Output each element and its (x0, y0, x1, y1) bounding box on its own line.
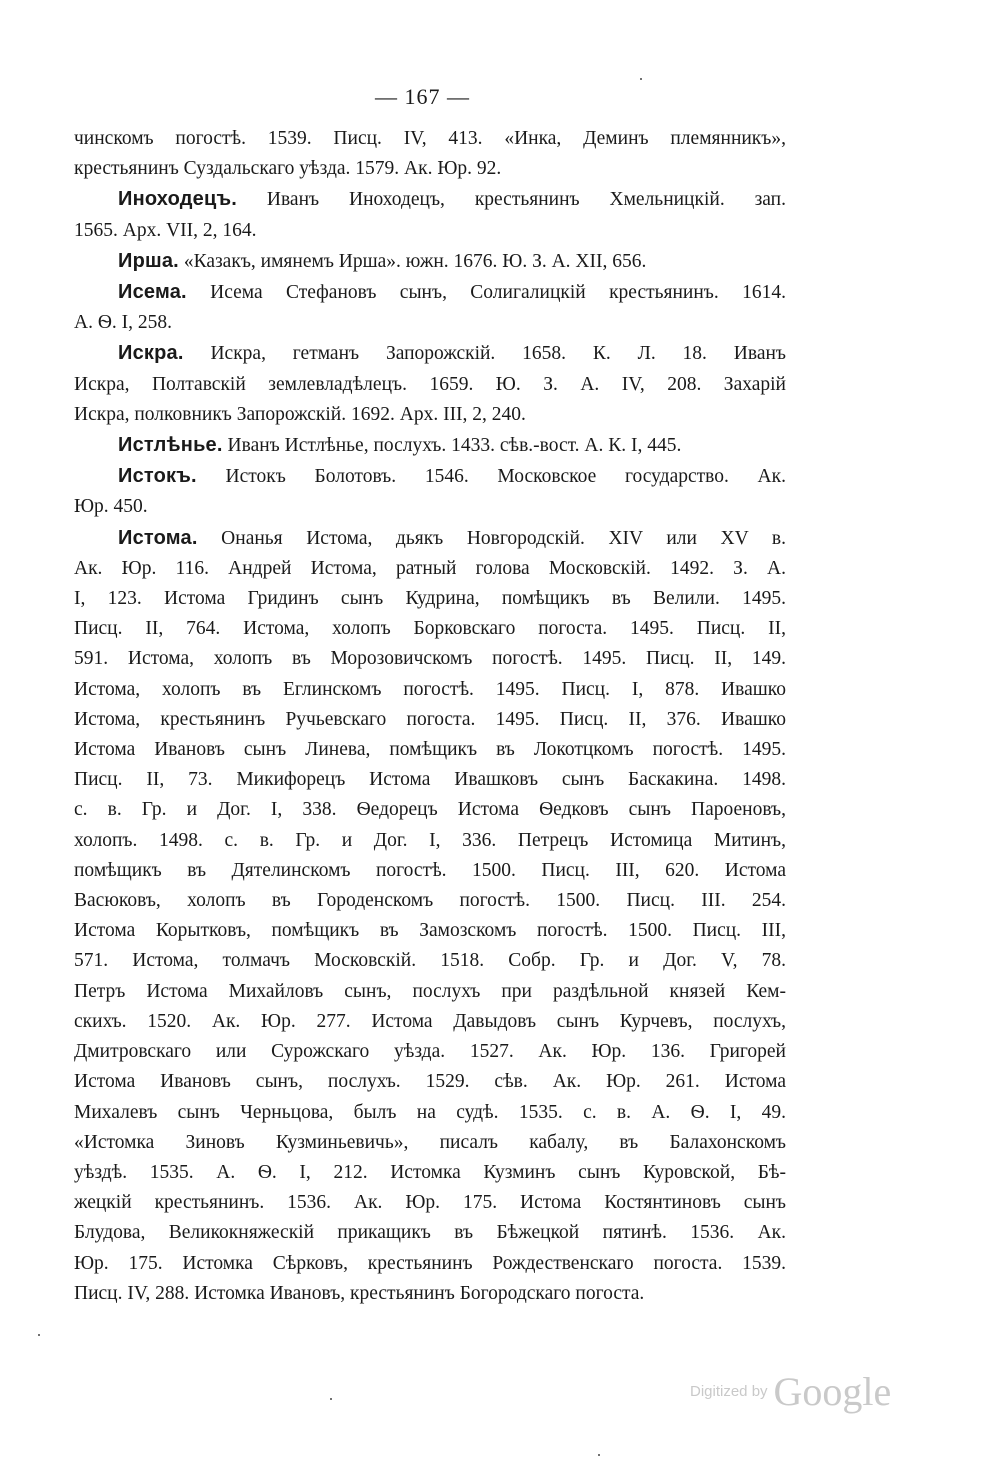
line-text: Писц. II, 73. Микифорецъ Истома Ивашковъ сынъ Баскакина. 1498. (74, 769, 786, 791)
text-line (74, 856, 786, 886)
text-line (74, 765, 786, 795)
text-line (74, 614, 786, 644)
text-line (74, 216, 786, 246)
entry-first-line (74, 430, 786, 461)
text-line (74, 554, 786, 584)
text-line (74, 1249, 786, 1279)
entry-first-line (74, 246, 786, 277)
line-text: Истокъ Болотовъ. 1546. Московское государство. Ак. (196, 466, 786, 488)
line-text: Писц. IV, 288. Истомка Ивановъ, крестьянинъ Богородскаго погоста. (74, 1282, 645, 1304)
line-text: Юр. 175. Истомка Сѣрковъ, крестьянинъ Рождественскаго погоста. 1539. (74, 1252, 786, 1274)
line-text: А. Ѳ. I, 258. (74, 312, 173, 334)
google-logo: Google (773, 1369, 892, 1414)
text-line (74, 370, 786, 400)
headword: Истома. (118, 526, 198, 549)
line-text: Истома Корытковъ, помѣщикъ въ Замозскомъ погостѣ. 1500. Писц. III, (74, 920, 786, 942)
text-line (74, 735, 786, 765)
line-text: Искра, Полтавскій землевладѣлецъ. 1659. Ю. З. А. IV, 208. Захарій (74, 373, 786, 395)
entry-first-line (74, 277, 786, 308)
line-text: жецкій крестьянинъ. 1536. Ак. Юр. 175. Истома Костянтиновъ сынъ (74, 1192, 786, 1214)
line-text: помѣщикъ въ Дятелинскомъ погостѣ. 1500. Писц. III, 620. Истома (74, 859, 786, 881)
text-line (74, 795, 786, 825)
line-text: чинскомъ погостѣ. 1539. Писц. IV, 413. «Инка, Деминъ племянникъ», (74, 128, 786, 149)
line-text: 1565. Арх. VII, 2, 164. (74, 219, 257, 241)
text-line (74, 308, 786, 338)
entry-first-line (74, 523, 786, 554)
line-text: холопъ. 1498. с. в. Гр. и Дог. I, 336. Петрецъ Истомица Митинъ, (74, 829, 786, 851)
text-line (74, 1037, 786, 1067)
text-line (74, 705, 786, 735)
line-text: Михалевъ сынъ Черньцова, былъ на судѣ. 1535. с. в. А. Ѳ. I, 49. (74, 1101, 786, 1123)
text-line (74, 644, 786, 674)
line-text: Иванъ Истлѣнье, послухъ. 1433. сѣв.-вост. А. К. I, 445. (222, 435, 682, 457)
line-text: Писц. II, 764. Истома, холопъ Борковскаго погоста. 1495. Писц. II, (74, 618, 786, 640)
ink-speck (598, 1454, 600, 1456)
line-text: I, 123. Истома Гридинъ сынъ Кудрина, помѣщикъ въ Велили. 1495. (74, 588, 786, 610)
text-line (74, 1007, 786, 1037)
text-line (74, 826, 786, 856)
line-text: Искра, полковникъ Запорожскій. 1692. Арх. III, 2, 240. (74, 403, 526, 425)
ink-speck (330, 1398, 332, 1400)
line-text: Истома, холопъ въ Еглинскомъ погостѣ. 1495. Писц. I, 878. Ивашко (74, 678, 786, 700)
line-text: Истома, крестьянинъ Ручьевскаго погоста. 1495. Писц. II, 376. Ивашко (74, 708, 786, 730)
text-line (74, 1067, 786, 1097)
text-line (74, 916, 786, 946)
line-text: 571. Истома, толмачъ Московскій. 1518. Собр. Гр. и Дог. V, 78. (74, 950, 786, 972)
line-text: уѣздѣ. 1535. А. Ѳ. I, 212. Истомка Кузминъ сынъ Куровской, Бѣ- (74, 1161, 786, 1183)
line-text: Блудова, Великокняжескій прикащикъ въ Бѣжецкой пятинѣ. 1536. Ак. (74, 1222, 786, 1244)
line-text: «Истомка Зиновъ Кузминьевичь», писалъ кабалу, въ Балахонскомъ (74, 1131, 786, 1153)
text-line (74, 584, 786, 614)
text-line (74, 1188, 786, 1218)
page-number: — 167 — (375, 84, 470, 109)
line-text: «Казакъ, имянемъ Ирша». южн. 1676. Ю. З. А. XII, 656. (178, 250, 647, 272)
line-text: Ак. Юр. 116. Андрей Истома, ратный голова Московскій. 1492. З. А. (74, 557, 786, 579)
text-line (74, 946, 786, 976)
line-text: скихъ. 1520. Ак. Юр. 277. Истома Давыдовъ сынъ Курчевъ, послухъ, (74, 1010, 786, 1032)
headword: Искра. (118, 342, 184, 365)
text-line (74, 154, 786, 184)
digitized-by-google-watermark (690, 1368, 891, 1418)
line-text: Истома Ивановъ сынъ, послухъ. 1529. сѣв. Ак. Юр. 261. Истома (74, 1071, 786, 1093)
text-line (74, 886, 786, 916)
headword: Ирша. (118, 249, 179, 272)
text-line (74, 1218, 786, 1248)
headword: Истокъ. (118, 465, 197, 488)
text-line (74, 1158, 786, 1188)
line-text: Истома Ивановъ сынъ Линева, помѣщикъ въ Локотцкомъ погостѣ. 1495. (74, 739, 786, 761)
line-text: с. в. Гр. и Дог. I, 338. Ѳедорецъ Истома Ѳедковъ сынъ Пароеновъ, (74, 799, 786, 821)
line-text: крестьянинъ Суздальскаго уѣзда. 1579. Ак. Юр. 92. (74, 158, 502, 180)
text-line (74, 492, 786, 522)
entry-first-line (74, 184, 786, 215)
line-text: 591. Истома, холопъ въ Морозовичскомъ погостѣ. 1495. Писц. II, 149. (74, 648, 786, 670)
text-line (74, 977, 786, 1007)
text-line (74, 1098, 786, 1128)
line-text: Искра, гетманъ Запорожскій. 1658. К. Л. 18. Иванъ (183, 343, 786, 365)
line-text: Васюковъ, холопъ въ Городенскомъ погостѣ. 1500. Писц. III. 254. (74, 890, 786, 912)
ink-speck (38, 1334, 40, 1336)
headword: Исема. (118, 281, 187, 304)
line-text: Юр. 450. (74, 496, 148, 518)
headword: Иноходецъ. (118, 188, 238, 211)
line-text: Онанья Истома, дьякъ Новгородскій. XIV или XV в. (197, 527, 786, 549)
watermark-prefix: Digitized by (690, 1383, 768, 1400)
line-text: Исема Стефановъ сынъ, Солигалицкій крестьянинъ. 1614. (186, 282, 786, 304)
dictionary-text (74, 124, 786, 1309)
headword: Истлѣнье. (118, 434, 223, 457)
text-line (74, 1279, 786, 1309)
line-text: Иванъ Иноходецъ, крестьянинъ Хмельницкій. зап. (237, 189, 786, 211)
text-line (74, 675, 786, 705)
entry-first-line (74, 461, 786, 492)
text-line (74, 124, 786, 154)
text-line (74, 1128, 786, 1158)
text-line (74, 400, 786, 430)
entry-first-line (74, 338, 786, 369)
ink-speck (640, 78, 642, 80)
line-text: Петръ Истома Михайловъ сынъ, послухъ при раздѣльной князей Кем- (74, 980, 786, 1002)
line-text: Дмитровскаго или Сурожскаго уѣзда. 1527. Ак. Юр. 136. Григорей (74, 1041, 786, 1063)
